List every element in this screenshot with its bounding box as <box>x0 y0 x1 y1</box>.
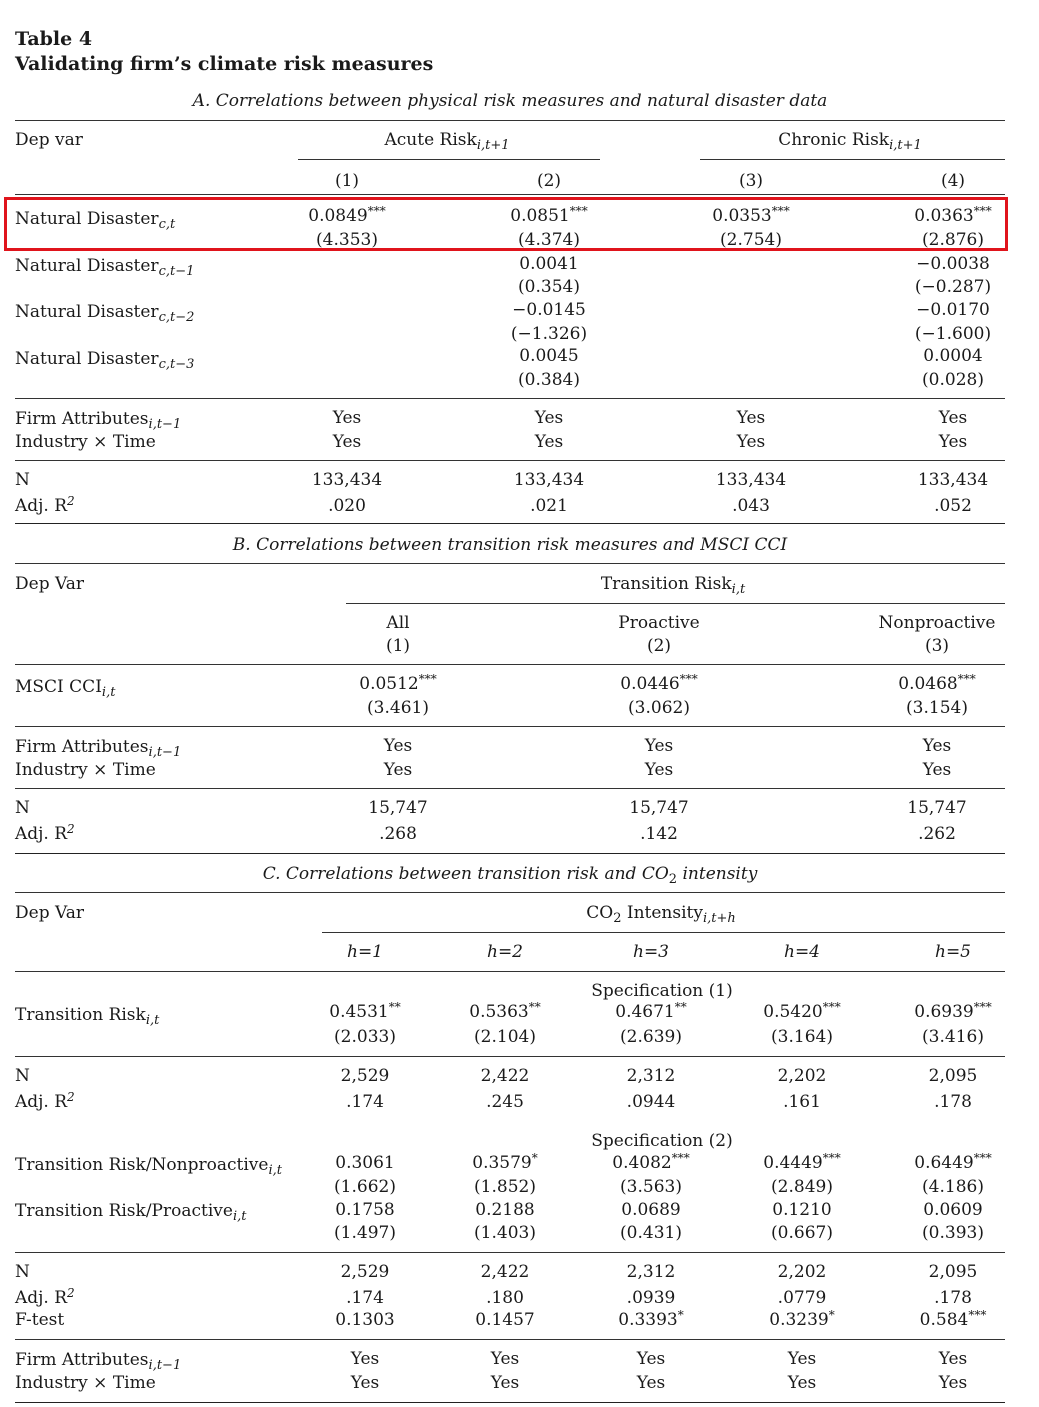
col-header: (4) <box>940 171 966 191</box>
col-header: (2) <box>646 636 672 656</box>
highlight-box <box>4 197 1008 251</box>
col-name: All <box>386 613 410 633</box>
tstat-cell: (2.754) <box>720 230 782 250</box>
h-header: h=4 <box>783 942 821 962</box>
yes-cell: Yes <box>534 432 564 452</box>
coef-cell: 0.5420*** <box>763 1000 841 1022</box>
coef-cell: 0.0512*** <box>359 672 437 694</box>
coef-cell: 0.4531** <box>329 1000 401 1022</box>
n-cell: 133,434 <box>917 470 989 490</box>
coef-cell: −0.0038 <box>916 254 990 274</box>
n-cell: 2,422 <box>480 1262 530 1282</box>
panel-a-dep-var: Dep var <box>15 130 83 150</box>
n-cell: 2,312 <box>626 1066 676 1086</box>
coef-cell: 0.0363*** <box>914 204 992 226</box>
coef-cell: 0.0689 <box>621 1200 681 1220</box>
coef-cell: 0.4449*** <box>763 1151 841 1173</box>
r2-cell: .245 <box>486 1092 524 1112</box>
r2-cell: .180 <box>486 1288 524 1308</box>
row-label-tr-nonproactive: Transition Risk/Nonproactive$_{i,t}$ <box>15 1155 282 1178</box>
tstat-cell: (1.662) <box>334 1177 396 1197</box>
n-cell: 133,434 <box>311 470 383 490</box>
row-label-adj-r2: Adj. $R^2$ <box>15 1090 75 1112</box>
yes-cell: Yes <box>490 1349 520 1369</box>
col-header: (2) <box>536 171 562 191</box>
row-label-firm-attributes: Firm Attributes$_{i,t-1}$ <box>15 1350 182 1373</box>
coef-cell: 0.0045 <box>519 346 579 366</box>
n-cell: 2,095 <box>928 1262 978 1282</box>
yes-cell: Yes <box>938 408 968 428</box>
coef-cell: 0.0041 <box>519 254 579 274</box>
coef-cell: 0.0849*** <box>308 204 386 226</box>
row-label-tr-proactive: Transition Risk/Proactive$_{i,t}$ <box>15 1201 247 1224</box>
panel-b-title: B. Correlations between transition risk measures and MSCI CCI <box>232 535 788 555</box>
tstat-cell: (0.431) <box>620 1223 682 1243</box>
yes-cell: Yes <box>332 432 362 452</box>
tstat-cell: (3.062) <box>628 698 690 718</box>
tstat-cell: (0.384) <box>518 370 580 390</box>
row-label-adj-r2: Adj. $R^2$ <box>15 822 75 844</box>
coef-cell: 0.0004 <box>923 346 983 366</box>
row-label-n: N <box>15 1262 30 1282</box>
coef-cell: 0.0446*** <box>620 672 698 694</box>
ftest-cell: 0.3239* <box>769 1308 835 1330</box>
row-label-nd-ct: Natural Disaster$_{c,t}$ <box>15 209 176 232</box>
n-cell: 133,434 <box>513 470 585 490</box>
tstat-cell: (1.852) <box>474 1177 536 1197</box>
coef-cell: 0.2188 <box>475 1200 535 1220</box>
row-label-adj-r2: Adj. $R^2$ <box>15 1286 75 1308</box>
col-header: (3) <box>924 636 950 656</box>
tstat-cell: (4.353) <box>316 230 378 250</box>
tstat-cell: (0.393) <box>922 1223 984 1243</box>
coef-cell: 0.3061 <box>335 1153 395 1173</box>
panel-c-dep-var: Dep Var <box>15 903 84 923</box>
tstat-cell: (0.028) <box>922 370 984 390</box>
panel-a-title: A. Correlations between physical risk measures and natural disaster data <box>192 91 828 111</box>
coef-cell: 0.6939*** <box>914 1000 992 1022</box>
yes-cell: Yes <box>938 1349 968 1369</box>
table-label: Table 4 <box>15 28 93 50</box>
r2-cell: .052 <box>934 496 972 516</box>
coef-cell: 0.0609 <box>923 1200 983 1220</box>
n-cell: 2,422 <box>480 1066 530 1086</box>
n-cell: 2,312 <box>626 1262 676 1282</box>
n-cell: 133,434 <box>715 470 787 490</box>
coef-cell: −0.0170 <box>916 300 990 320</box>
ftest-cell: 0.584*** <box>919 1308 987 1330</box>
coef-cell: 0.0353*** <box>712 204 790 226</box>
row-label-nd-ct1: Natural Disaster$_{c,t-1}$ <box>15 256 195 279</box>
tstat-cell: (2.876) <box>922 230 984 250</box>
coef-cell: 0.4671** <box>615 1000 687 1022</box>
n-cell: 2,202 <box>777 1066 827 1086</box>
yes-cell: Yes <box>644 760 674 780</box>
r2-cell: .020 <box>328 496 366 516</box>
coef-cell: 0.1758 <box>335 1200 395 1220</box>
yes-cell: Yes <box>636 1349 666 1369</box>
yes-cell: Yes <box>922 736 952 756</box>
tstat-cell: (3.563) <box>620 1177 682 1197</box>
row-label-transition-risk: Transition Risk$_{i,t}$ <box>15 1005 160 1028</box>
ftest-cell: 0.3393* <box>618 1308 684 1330</box>
tstat-cell: (−1.600) <box>914 324 992 344</box>
coef-cell: 0.0468*** <box>898 672 976 694</box>
n-cell: 15,747 <box>629 798 689 818</box>
r2-cell: .0944 <box>626 1092 676 1112</box>
row-label-firm-attributes: Firm Attributes$_{i,t-1}$ <box>15 409 182 432</box>
row-label-nd-ct2: Natural Disaster$_{c,t-2}$ <box>15 302 195 325</box>
spec1-label: Specification (1) <box>591 981 733 1001</box>
r2-cell: .262 <box>918 824 956 844</box>
row-label-nd-ct3: Natural Disaster$_{c,t-3}$ <box>15 349 195 372</box>
row-label-industry-time: Industry × Time <box>15 760 156 780</box>
ftest-cell: 0.1303 <box>335 1310 395 1330</box>
row-label-msci-cci: MSCI $CCI_{i,t}$ <box>15 677 116 700</box>
h-header: h=2 <box>486 942 524 962</box>
n-cell: 2,529 <box>340 1262 390 1282</box>
r2-cell: .178 <box>934 1288 972 1308</box>
coef-cell: 0.0851*** <box>510 204 588 226</box>
tstat-cell: (3.164) <box>771 1027 833 1047</box>
h-header: h=5 <box>934 942 972 962</box>
transition-risk-header: Transition Risk$_{i,t}$ <box>600 574 746 597</box>
yes-cell: Yes <box>736 408 766 428</box>
col-header: (3) <box>738 171 764 191</box>
h-header: h=3 <box>632 942 670 962</box>
r2-cell: .021 <box>530 496 568 516</box>
yes-cell: Yes <box>787 1373 817 1393</box>
panel-b-dep-var: Dep Var <box>15 574 84 594</box>
panel-c-title: C. Correlations between transition risk and $CO_2$ intensity <box>262 864 758 887</box>
tstat-cell: (1.403) <box>474 1223 536 1243</box>
n-cell: 2,095 <box>928 1066 978 1086</box>
coef-cell: 0.3579* <box>472 1151 538 1173</box>
yes-cell: Yes <box>350 1349 380 1369</box>
row-label-n: N <box>15 470 30 490</box>
yes-cell: Yes <box>644 736 674 756</box>
yes-cell: Yes <box>938 1373 968 1393</box>
tstat-cell: (1.497) <box>334 1223 396 1243</box>
col-name: Nonproactive <box>878 613 996 633</box>
tstat-cell: (2.104) <box>474 1027 536 1047</box>
n-cell: 15,747 <box>368 798 428 818</box>
chronic-risk-header: Chronic Risk$_{i,t+1}$ <box>778 130 922 153</box>
spec2-label: Specification (2) <box>591 1131 733 1151</box>
tstat-cell: (3.461) <box>367 698 429 718</box>
tstat-cell: (2.033) <box>334 1027 396 1047</box>
coef-cell: 0.5363** <box>469 1000 541 1022</box>
yes-cell: Yes <box>938 432 968 452</box>
r2-cell: .043 <box>732 496 770 516</box>
row-label-industry-time: Industry × Time <box>15 432 156 452</box>
r2-cell: .268 <box>379 824 417 844</box>
row-label-adj-r2: Adj. $R^2$ <box>15 494 75 516</box>
row-label-n: N <box>15 798 30 818</box>
tstat-cell: (2.849) <box>771 1177 833 1197</box>
r2-cell: .0779 <box>777 1288 827 1308</box>
tstat-cell: (0.667) <box>771 1223 833 1243</box>
h-header: h=1 <box>346 942 384 962</box>
row-label-n: N <box>15 1066 30 1086</box>
r2-cell: .174 <box>346 1092 384 1112</box>
tstat-cell: (−1.326) <box>510 324 588 344</box>
r2-cell: .178 <box>934 1092 972 1112</box>
yes-cell: Yes <box>534 408 564 428</box>
row-label-firm-attributes: Firm Attributes$_{i,t-1}$ <box>15 737 182 760</box>
col-name: Proactive <box>618 613 700 633</box>
n-cell: 2,529 <box>340 1066 390 1086</box>
coef-cell: 0.6449*** <box>914 1151 992 1173</box>
r2-cell: .0939 <box>626 1288 676 1308</box>
yes-cell: Yes <box>636 1373 666 1393</box>
col-header: (1) <box>334 171 360 191</box>
yes-cell: Yes <box>736 432 766 452</box>
tstat-cell: (2.639) <box>620 1027 682 1047</box>
tstat-cell: (4.186) <box>922 1177 984 1197</box>
r2-cell: .174 <box>346 1288 384 1308</box>
coef-cell: −0.0145 <box>512 300 586 320</box>
yes-cell: Yes <box>383 760 413 780</box>
table-title: Validating firm’s climate risk measures <box>15 53 434 75</box>
yes-cell: Yes <box>922 760 952 780</box>
yes-cell: Yes <box>350 1373 380 1393</box>
n-cell: 2,202 <box>777 1262 827 1282</box>
ftest-cell: 0.1457 <box>475 1310 535 1330</box>
tstat-cell: (3.154) <box>906 698 968 718</box>
r2-cell: .161 <box>783 1092 821 1112</box>
tstat-cell: (3.416) <box>922 1027 984 1047</box>
yes-cell: Yes <box>490 1373 520 1393</box>
coef-cell: 0.4082*** <box>612 1151 690 1173</box>
co2-intensity-header: $CO_2$ Intensity$_{i,t+h}$ <box>586 903 736 926</box>
r2-cell: .142 <box>640 824 678 844</box>
col-header: (1) <box>385 636 411 656</box>
acute-risk-header: Acute Risk$_{i,t+1}$ <box>384 130 510 153</box>
coef-cell: 0.1210 <box>772 1200 832 1220</box>
yes-cell: Yes <box>383 736 413 756</box>
n-cell: 15,747 <box>907 798 967 818</box>
row-label-f-test: F-test <box>15 1310 65 1330</box>
tstat-cell: (4.374) <box>518 230 580 250</box>
tstat-cell: (−0.287) <box>914 277 992 297</box>
tstat-cell: (0.354) <box>518 277 580 297</box>
yes-cell: Yes <box>332 408 362 428</box>
row-label-industry-time: Industry × Time <box>15 1373 156 1393</box>
yes-cell: Yes <box>787 1349 817 1369</box>
